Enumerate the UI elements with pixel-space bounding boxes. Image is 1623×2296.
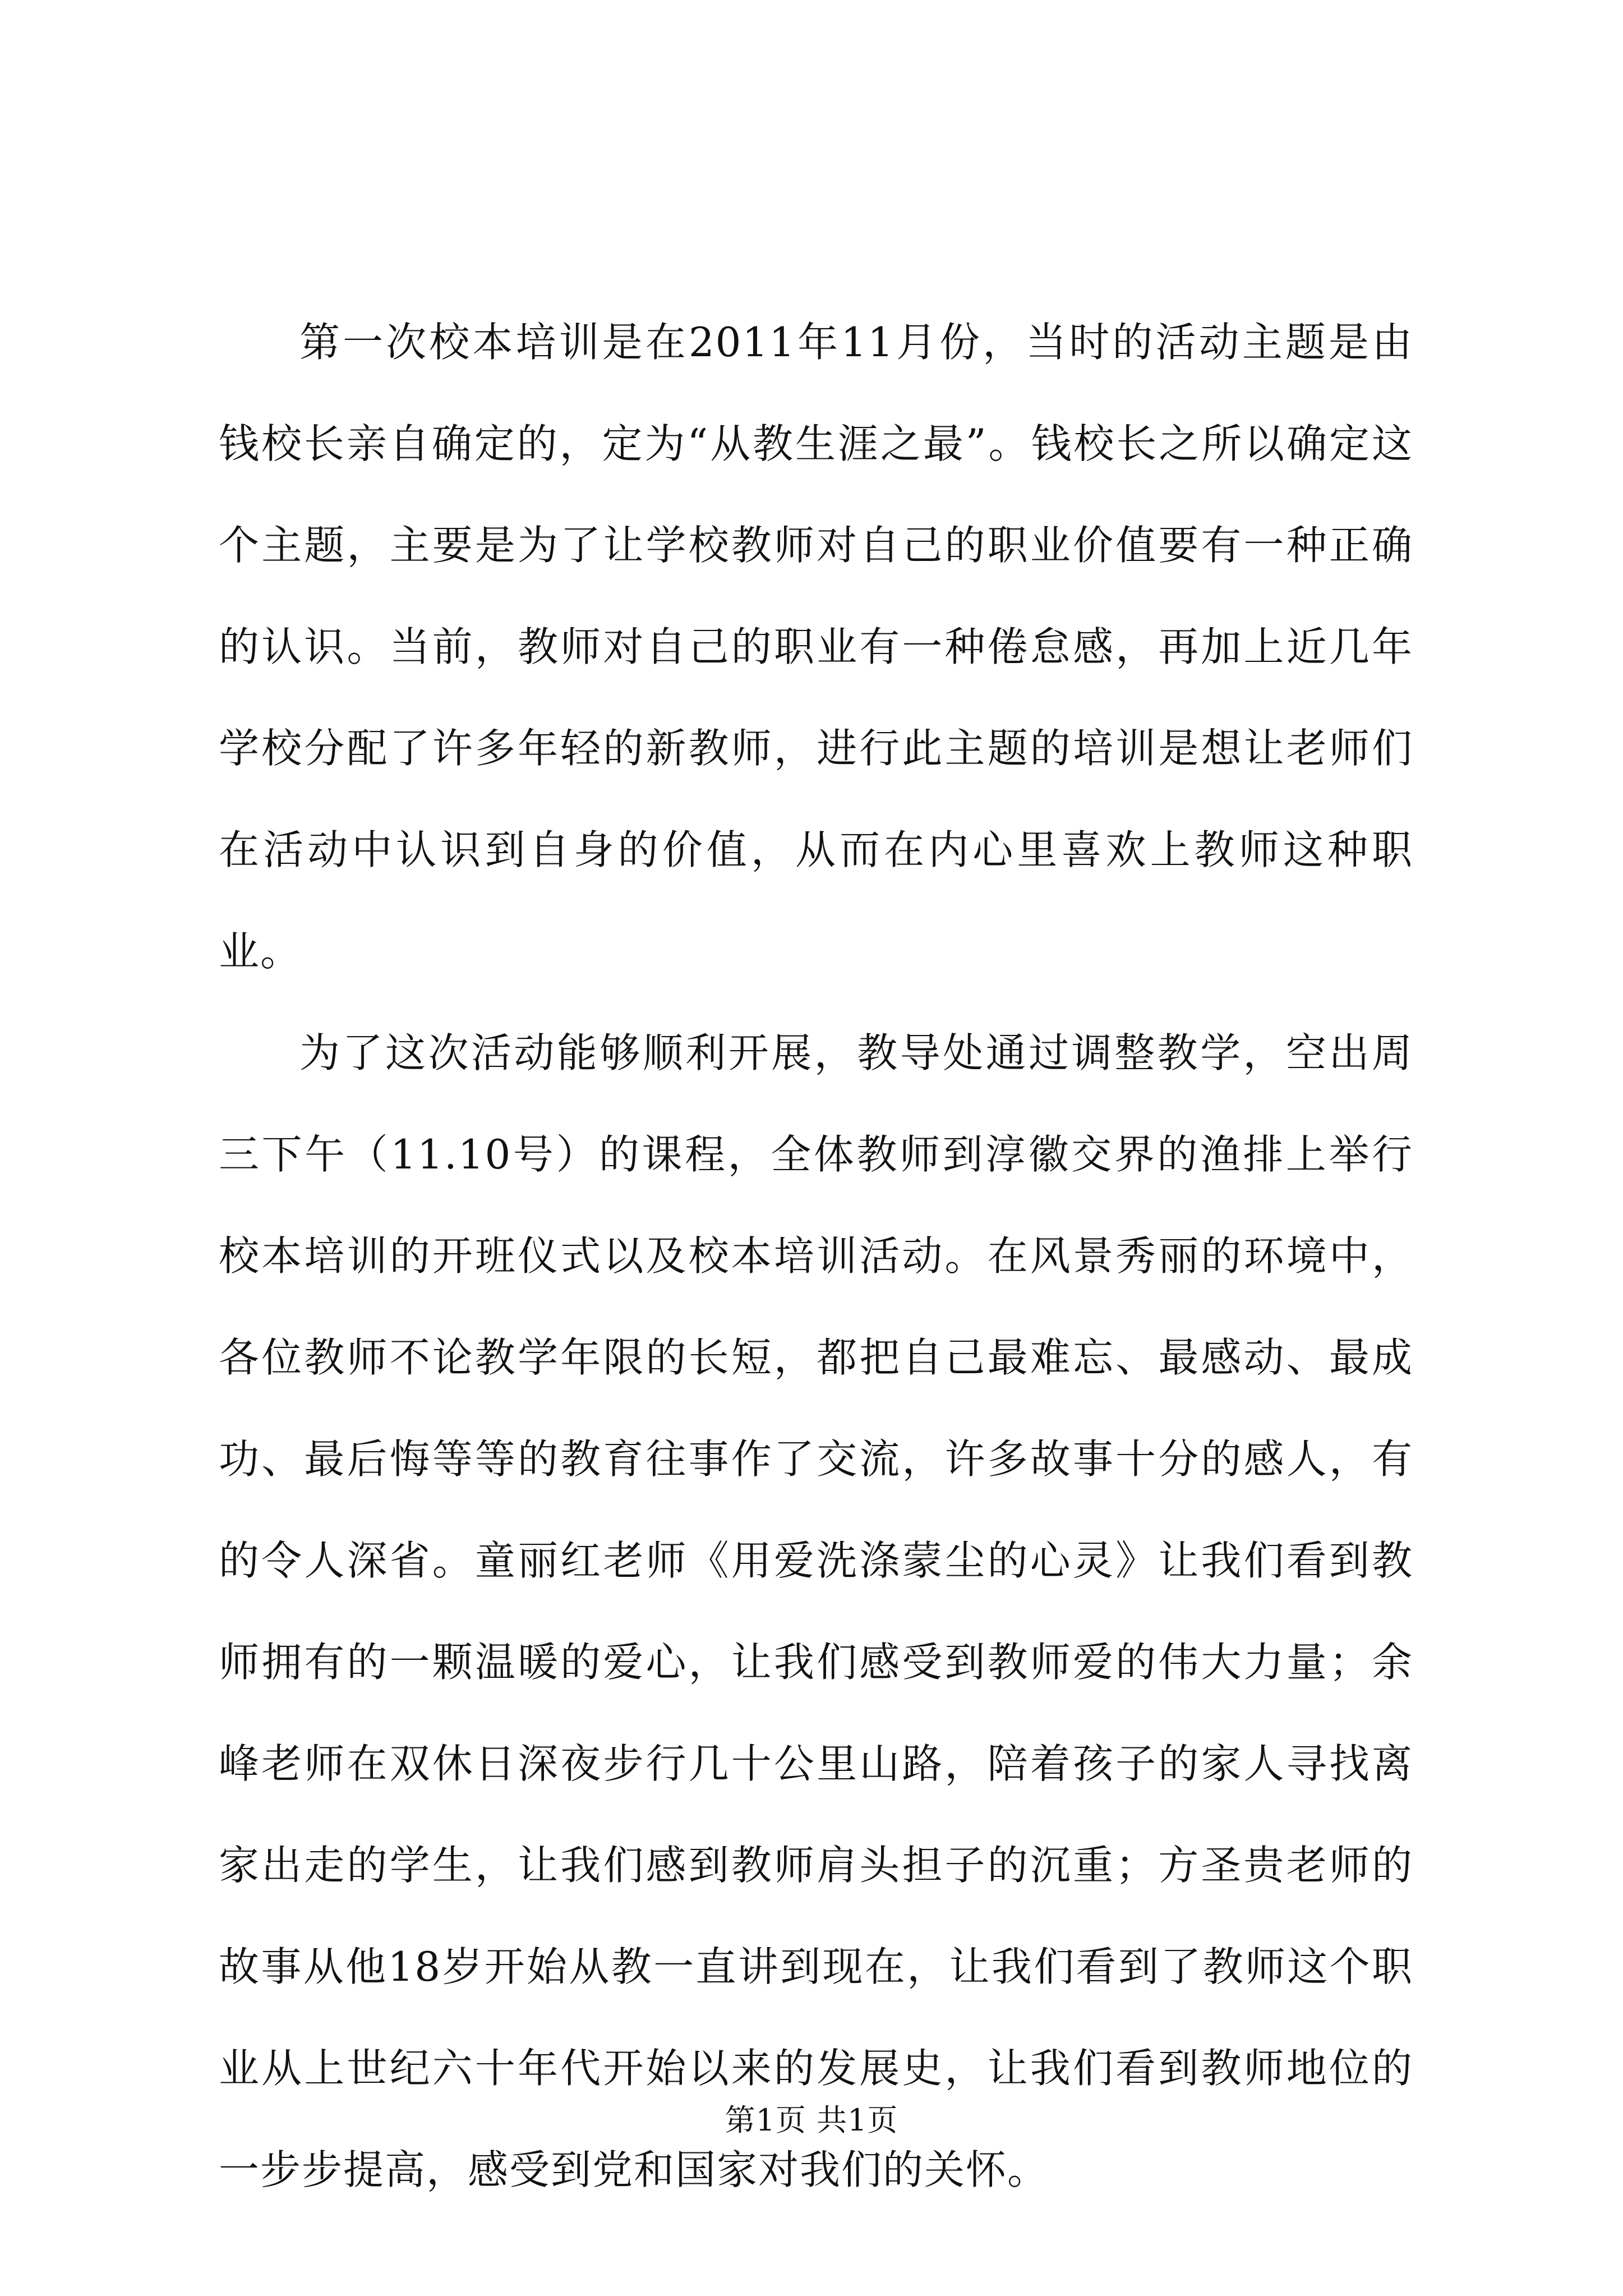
page-footer: 第1页 共1页 [725,2102,898,2138]
document-body [219,292,1413,2221]
paragraph-2: 为了这次活动能够顺利开展，教导处通过调整教学，空出周三下午（11.10号）的课程，全体教师到淳徽交界的渔排上举行校本培训的开班仪式以及校本培训活动。在风景秀丽的环境中，各位教师不论教学年限的长短，都把自己最难忘、最感动、最成功、最后悔等等的教育往事作了交流，许多故事十分的感人，有的令人深省。童丽红老师《用爱洗涤蒙尘的心灵》让我们看到教师拥有的一颗温暖的爱心，让我们感受到教师爱的伟大力量；余峰老师在双休日深夜步行几十公里山路，陪着孩子的家人寻找离家出走的学生，让我们感到教师肩头担子的沉重；方圣贵老师的故事从他18岁开始从教一直讲到现在，让我们看到了教师这个职业从上世纪六十年代开始以来的发展史，让我们看到教师地位的一步步提高，感受到党和国家对我们的关怀。 [219,1029,1413,2193]
paragraph-1: 第一次校本培训是在2011年11月份，当时的活动主题是由钱校长亲自确定的，定为“从教生涯之最”。钱校长之所以确定这个主题，主要是为了让学校教师对自己的职业价值要有一种正确的认识。当前，教师对自己的职业有一种倦怠感，再加上近几年学校分配了许多年轻的新教师，进行此主题的培训是想让老师们在活动中认识到自身的价值，从而在内心里喜欢上教师这种职业。 [219,319,1413,975]
